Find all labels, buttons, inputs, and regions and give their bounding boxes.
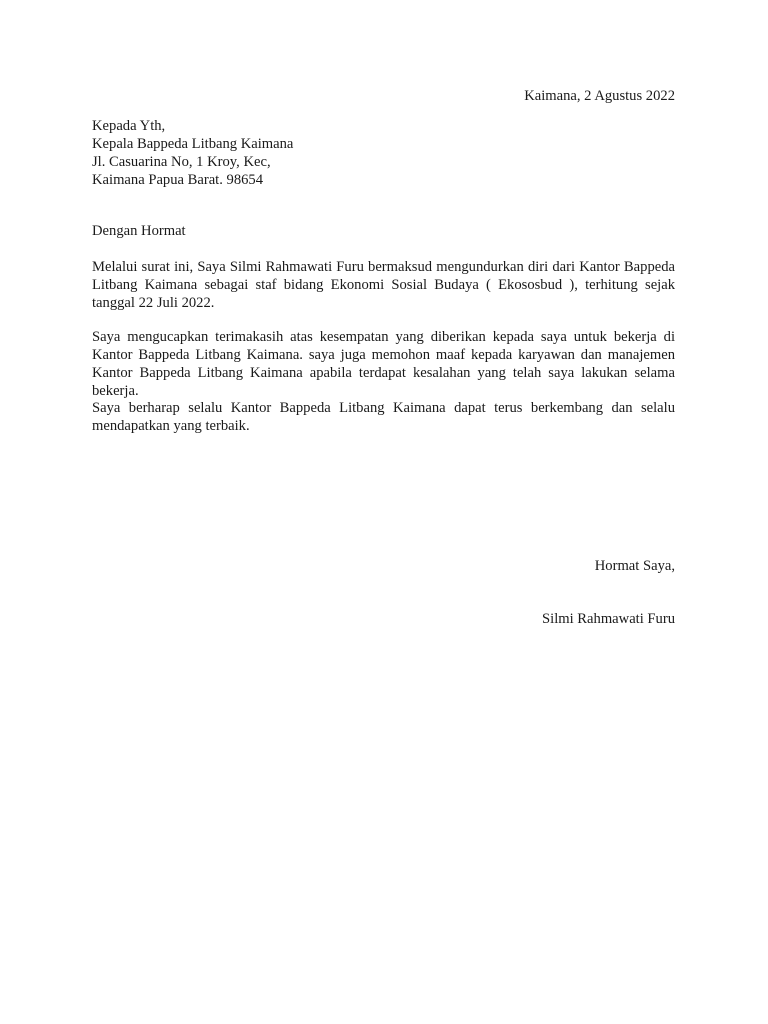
paragraph-wishes: Saya berharap selalu Kantor Bappeda Litbang Kaimana dapat terus berkembang dan selalu mendapatkan yang terbaik.: [92, 400, 675, 434]
paragraph-thanks: Saya mengucapkan terimakasih atas kesempatan yang diberikan kepada saya untuk bekerja di Kantor Bappeda Litbang Kaimana. saya juga memohon maaf kepada karyawan dan manajemen Kantor Bappeda Litbang Kaimana apabila terdapat kesalahan yang telah saya lakukan selama bekerja.: [92, 329, 675, 399]
greeting: Dengan Hormat: [92, 223, 186, 239]
recipient-line-1: Kepada Yth,: [92, 118, 166, 134]
place-date: Kaimana, 2 Agustus 2022: [524, 88, 675, 104]
recipient-address: [92, 117, 675, 189]
recipient-line-2: Kepala Bappeda Litbang Kaimana: [92, 136, 294, 152]
recipient-line-3: Jl. Casuarina No, 1 Kroy, Kec,: [92, 154, 271, 170]
signature-name: Silmi Rahmawati Furu: [542, 611, 675, 627]
paragraph-resignation: Melalui surat ini, Saya Silmi Rahmawati Furu bermaksud mengundurkan diri dari Kantor Bappeda Litbang Kaimana sebagai staf bidang Ekonomi Sosial Budaya ( Ekososbud ), terhitung sejak tanggal 22 Juli 2022.: [92, 259, 675, 311]
recipient-line-4: Kaimana Papua Barat. 98654: [92, 172, 264, 188]
closing: Hormat Saya,: [594, 558, 675, 574]
